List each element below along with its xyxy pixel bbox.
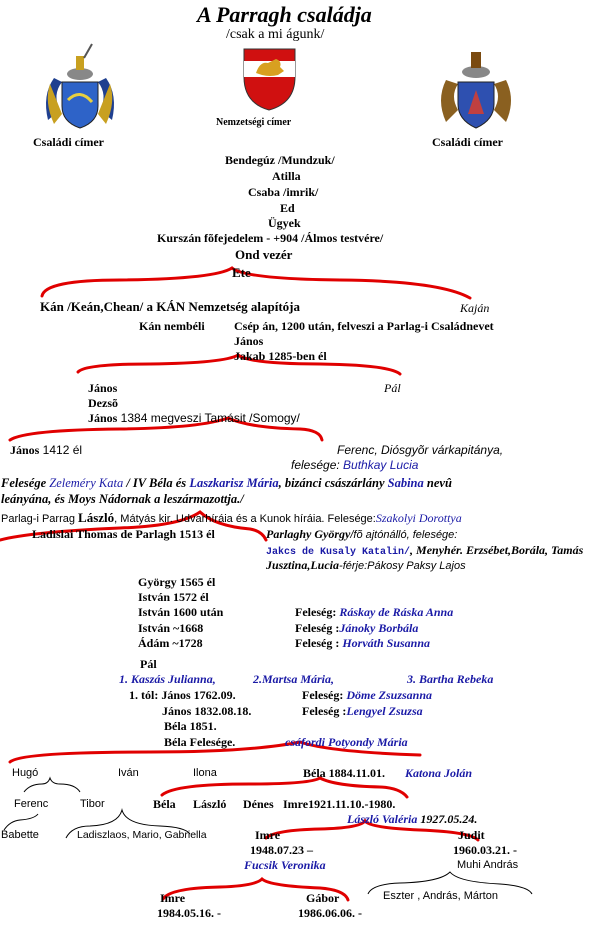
person-ivan: Iván [118, 767, 139, 779]
person-imre-1948: Imre [255, 828, 281, 842]
spouse-valeria: László Valéria [347, 812, 418, 826]
wife-lineage-a: / IV Béla és [123, 476, 190, 490]
person-imre-1948-date: 1948.07.23 – [250, 843, 313, 857]
person-janos-1412-name: János [10, 443, 40, 457]
person-istvan-1668: István ~1668 [138, 621, 204, 635]
page-subtitle: /csak a mi águnk/ [226, 27, 325, 42]
family-crest-right-icon [436, 40, 516, 130]
person-ilona: Ilona [193, 767, 217, 779]
wife-sabina: Sabina [387, 476, 424, 490]
person-laszlo-gen7: László [193, 797, 227, 811]
person-ferenc-diosgyor: Ferenc, Diósgyõr várkapitánya, [337, 443, 504, 457]
person-parlaghy: Parlaghy György [266, 527, 351, 541]
person-judit: Judit [458, 828, 485, 842]
wife-lineage-c: nevû [423, 476, 452, 490]
label-kan-nembeli: Kán nembéli [139, 319, 205, 333]
person-hugo: Hugó [12, 767, 39, 779]
person-janos-gen2: János [88, 381, 118, 395]
crest-right-label: Családi címer [432, 135, 503, 149]
ancestor-csaba: Csaba /imrik/ [248, 185, 319, 199]
person-gabor: Gábor [306, 891, 340, 905]
pal-wife-1: 1. Kaszás Julianna, [119, 672, 216, 686]
person-parlaghy-note: /fõ ajtónálló, felesége: [350, 529, 458, 541]
person-pal-gen2: Pál [384, 381, 401, 395]
ancestor-ugyek: Ügyek [268, 216, 301, 230]
person-jakab: Jakab 1285-ben él [234, 349, 327, 363]
pal-wife-3: 3. Bartha Rebeka [407, 672, 494, 686]
judit-children: Eszter , András, Márton [383, 890, 498, 902]
janos-wife-line1 [1, 476, 452, 490]
person-imre-1921: Imre1921.11.10.-1980. [283, 797, 396, 811]
tibor-children: Ladiszlaos, Mario, Gabriella [77, 829, 207, 841]
person-gabor-date: 1986.06.06. - [298, 906, 362, 920]
ancestor-ond: Ond vezér [235, 247, 293, 262]
label-parlagi: Parlag-i Parrag [1, 513, 79, 525]
spouse-bela-1884: Katona Jolán [405, 766, 473, 780]
person-jusztina-line [266, 558, 466, 573]
spouse-janos-1762 [302, 688, 432, 702]
spouse-label: Feleség: [295, 605, 340, 619]
person-bela-gen7: Béla [153, 797, 176, 811]
page-title: A Parragh családja [197, 2, 372, 27]
person-ferenc-gen6: Ferenc [14, 798, 49, 810]
laszlo-wife: Szakolyi Dorottya [375, 511, 462, 525]
person-parlaghy-line [266, 527, 457, 542]
wife-prefix: Felesége [1, 476, 50, 490]
ancestor-kurszan: Kurszán fõfejedelem - +904 /Álmos testvére/ [157, 231, 384, 245]
person-janos-1384 [88, 411, 300, 425]
spouse-label: Feleség : [295, 636, 343, 650]
wife-laszkarisz: Laszkarisz Mária [189, 476, 279, 490]
person-dezso: Dezsõ [88, 396, 118, 410]
spouse-bela-1851: csáfordi Potyondy Mária [285, 735, 408, 749]
person-tibor: Tibor [80, 798, 105, 810]
person-istvan-1572: István 1572 él [138, 590, 209, 604]
person-laszlo-note: , Mátyás kir. Udvarhíráia és a Kunok híráia. Felesége: [114, 513, 376, 525]
wife-zelemery: Zeleméry Kata [49, 476, 124, 490]
ferenc-wife-name: Buthkay Lucia [343, 458, 419, 472]
person-laszlo-line [1, 511, 462, 526]
person-csepan: Csép án, 1200 után, felveszi a Parlag-i Családnevet [234, 319, 494, 333]
person-imre-1984-date: 1984.05.16. - [157, 906, 221, 920]
crest-left-label: Családi címer [33, 135, 104, 149]
spouse-name: Horváth Susanna [342, 636, 431, 650]
person-janos-1384-name: János [88, 411, 118, 425]
spouse-name: Lengyel Zsuzsa [346, 704, 423, 718]
parlaghy-siblings: , Menyhér. Erzsébet,Borála, Tamás [410, 543, 584, 557]
person-adam-1728: Ádám ~1728 [138, 636, 203, 650]
ancestor-ed: Ed [280, 201, 295, 215]
brace-ete [42, 265, 470, 298]
spouse-adam-1728 [295, 636, 430, 650]
person-jusztina: Jusztina,Lucia [266, 558, 340, 572]
ancestor-bendeguz: Bendegúz /Mundzuk/ [225, 153, 335, 167]
person-imre-1984: Imre [160, 891, 186, 905]
person-judit-date: 1960.03.21. - [453, 843, 517, 857]
person-laszlo: László [78, 510, 115, 525]
brace-bela1884 [162, 778, 407, 797]
spouse-istvan-1600 [295, 605, 453, 619]
pal-wife-2: 2.Martsa Mária, [253, 672, 335, 686]
person-janos-1832: János 1832.08.18. [162, 704, 252, 718]
family-crest-left-icon [40, 40, 120, 130]
wife-lineage-b: , bizánci császárlány [278, 476, 388, 490]
spouse-imre-1948: Fucsik Veronika [244, 858, 326, 872]
ancestor-ete: Ete [232, 265, 251, 280]
person-babette: Babette [1, 829, 39, 841]
crest-center-label: Nemzetségi címer [216, 117, 292, 128]
spouse-judit: Muhi András [457, 859, 519, 871]
ferenc-wife-line [291, 458, 418, 472]
spouse-istvan-1668 [295, 621, 418, 635]
spouse-name: Döme Zsuzsanna [346, 688, 432, 702]
person-janos-1412-note: 1412 él [39, 443, 83, 457]
person-kan: Kán /Keán,Chean/ a KÁN Nemzetség alapítója [40, 299, 300, 314]
person-denes: Dénes [243, 797, 274, 811]
spouse-imre-1921 [347, 812, 477, 826]
person-ladislai: Ladislai Thomas de Parlagh 1513 él [32, 527, 215, 541]
spouse-name: Jánoky Borbála [339, 621, 419, 635]
person-janos-1412 [10, 443, 82, 457]
parlaghy-wife: Jakcs de Kusaly Katalin/ [266, 547, 411, 558]
janos-wife-line2: leányána, és Moys Nádornak a leszármazottja./ [1, 492, 244, 506]
person-bela-1884: Béla 1884.11.01. [303, 766, 386, 780]
spouse-valeria-date: 1927.05.24. [417, 812, 478, 826]
person-pal: Pál [140, 657, 157, 671]
bracket-hugo [24, 778, 80, 792]
person-janos-1384-note: 1384 megveszi Tamásit /Somogy/ [117, 411, 300, 425]
spouse-janos-1832 [302, 704, 423, 718]
spouse-label: Feleség : [295, 621, 340, 635]
person-janos-1762: 1. tól: János 1762.09. [129, 688, 236, 702]
person-gyorgy-1565: György 1565 él [138, 575, 216, 589]
spouse-label: Feleség: [302, 688, 347, 702]
spouse-name: Ráskay de Ráska Anna [339, 605, 454, 619]
person-kajan: Kaján [460, 301, 490, 315]
spouse-label: Feleség : [302, 704, 347, 718]
ferenc-wife-label: felesége: [291, 458, 344, 472]
person-bela-1851: Béla 1851. [164, 719, 217, 733]
person-istvan-1600: István 1600 után [138, 605, 224, 619]
person-bela-wife-label: Béla Felesége. [164, 735, 236, 749]
jusztina-husband: -férje:Pákosy Paksy Lajos [339, 560, 466, 572]
ancestor-atilla: Atilla [272, 169, 301, 183]
person-janos-gen1: János [234, 334, 264, 348]
clan-crest-icon [242, 47, 297, 112]
